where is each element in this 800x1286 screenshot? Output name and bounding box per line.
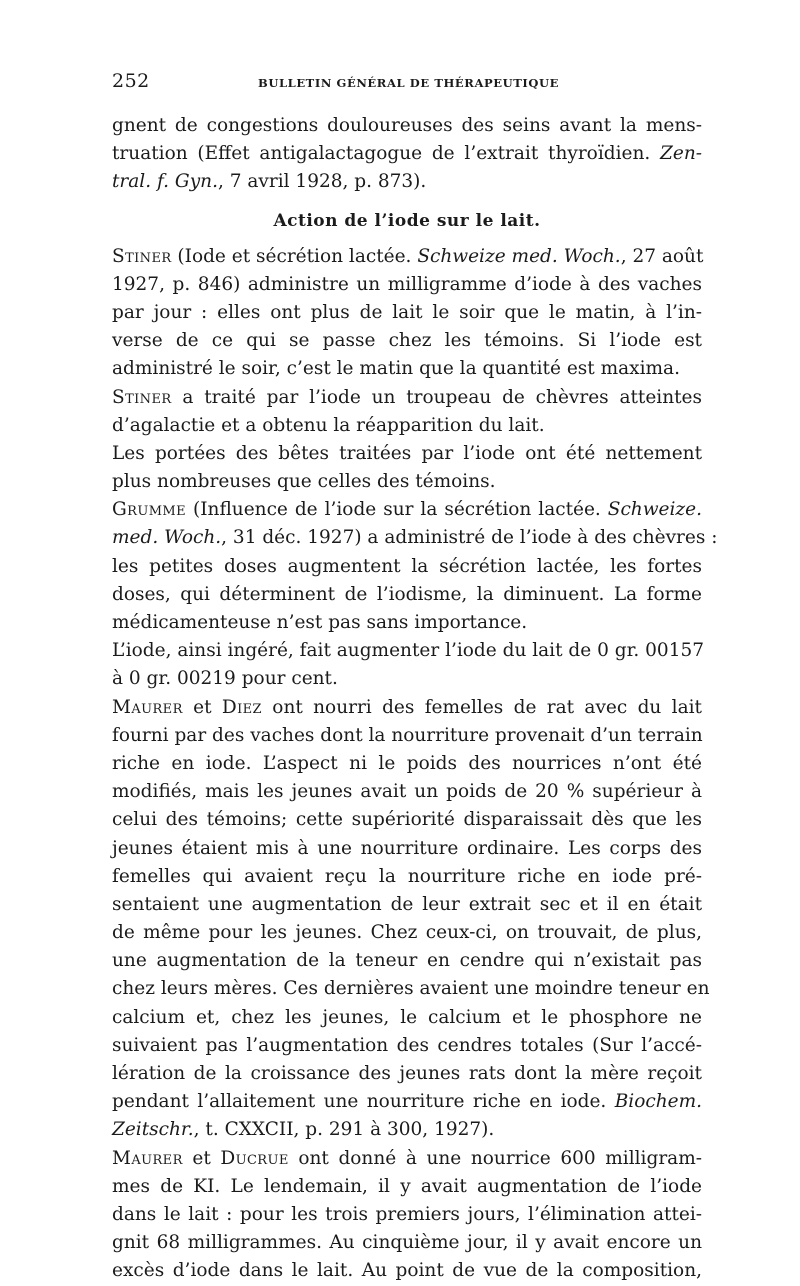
text-line [112, 1004, 702, 1032]
text-line [112, 112, 702, 140]
author-name: Maurer [112, 696, 183, 718]
text-run: les petites doses augmentent la sécrétion lactée, les fortes [112, 555, 702, 577]
text-line [112, 1060, 702, 1088]
text-line [112, 863, 702, 891]
text-line [112, 243, 702, 271]
text-line [112, 750, 702, 778]
body-text [112, 243, 718, 1286]
text-run: doses, qui déterminent de l’iodisme, la diminuent. La forme [112, 583, 702, 605]
text-line [112, 440, 702, 468]
text-run: truation (Effet antigalactagogue de l’extrait thyroïdien. [112, 143, 661, 165]
text-run: de même pour les jeunes. Chez ceux-ci, on trouvait, de plus, [112, 922, 702, 944]
text-line [112, 355, 702, 383]
text-line [112, 1229, 702, 1257]
text-line [112, 1173, 702, 1201]
text-run: Les portées des bêtes traitées par l’iode ont été nettement [112, 442, 702, 464]
text-line [112, 271, 702, 299]
author-name: Maurer [112, 1147, 183, 1169]
section-heading: Action de l’iode sur le lait. [273, 210, 541, 231]
text-run: pendant l’allaitement une nourriture riche en iode. [112, 1091, 615, 1113]
text-line [112, 1116, 702, 1144]
text-run: jeunes étaient mis à une nourriture ordinaire. Les corps des [112, 837, 702, 859]
text-run: calcium et, chez les jeunes, le calcium et le phosphore ne [112, 1006, 702, 1028]
page-header [112, 70, 702, 96]
text-line [112, 1201, 702, 1229]
text-run: et [182, 696, 222, 718]
text-run: a traité par l’iode un troupeau de chèvres atteintes [171, 386, 702, 408]
text-line [112, 524, 718, 552]
text-run: médicamenteuse n’est pas sans importance. [112, 612, 528, 633]
text-run: (Influence de l’iode sur la sécrétion lactée. [186, 499, 608, 521]
text-line [112, 806, 702, 834]
text-run: verse de ce qui se passe chez les témoins. Si l’iode est [112, 330, 702, 352]
text-line [112, 637, 702, 665]
text-run: par jour : elles ont plus de lait le soir que le matin, à l’in- [112, 301, 702, 323]
author-name: Stiner [112, 386, 172, 408]
text-line [112, 835, 702, 863]
page-number: 252 [112, 70, 150, 92]
text-line [112, 412, 702, 440]
text-run: 1927, p. 846) administre un milligramme d’iode à des vaches [112, 273, 702, 295]
text-line [112, 1257, 702, 1285]
running-title: BULLETIN GÉNÉRAL DE THÉRAPEUTIQUE [258, 76, 559, 90]
text-run: modifiés, mais les jeunes avait un poids de 20 % supérieur à [112, 781, 702, 803]
citation-italic: med. Woch. [112, 527, 222, 549]
text-line [112, 919, 702, 947]
citation-italic: tral. f. Gyn. [112, 171, 218, 193]
text-line [112, 1088, 702, 1116]
text-line [112, 609, 702, 637]
text-line [112, 168, 702, 196]
text-run: dans le lait : pour les trois premiers jours, l’élimination attei- [112, 1203, 702, 1225]
text-line [112, 327, 702, 355]
text-run: , 31 déc. 1927) a administré de l’iode à des chèvres : [221, 527, 718, 549]
text-line [112, 975, 710, 1003]
text-line [112, 722, 702, 750]
text-run: lération de la croissance des jeunes rats dont la mère reçoit [112, 1063, 702, 1084]
text-run: plus nombreuses que celles des témoins. [112, 471, 496, 493]
text-run: sentaient une augmentation de leur extrait sec et il en était [112, 893, 702, 915]
citation-italic: Zeitschr. [112, 1119, 194, 1141]
text-line [112, 891, 702, 919]
text-run: suivaient pas l’augmentation des cendres totales (Sur l’accé- [112, 1034, 702, 1056]
text-run: administré le soir, c’est le matin que la quantité est maxima. [112, 358, 680, 380]
author-name: Stiner [112, 245, 172, 267]
text-line [112, 581, 702, 609]
text-line [112, 1032, 702, 1060]
text-line [112, 553, 702, 581]
text-line [112, 694, 702, 722]
citation-italic: Biochem. [614, 1091, 702, 1113]
text-run: à 0 gr. 00219 pour cent. [112, 668, 338, 690]
text-run: (Iode et sécrétion lactée. [171, 245, 418, 267]
citation-italic: Schweize. [607, 499, 702, 521]
text-line [112, 384, 702, 412]
text-line [112, 468, 702, 496]
text-run: gnit 68 milligrammes. Au cinquième jour, il y avait encore un [112, 1232, 702, 1254]
text-line [112, 665, 702, 693]
text-line [112, 299, 702, 327]
text-run: une augmentation de la teneur en cendre qui n’existait pas [112, 950, 702, 972]
text-run: excès d’iode dans le lait. Au point de vue de la composition, [112, 1260, 702, 1282]
text-run: , t. CXXCII, p. 291 à 300, 1927). [193, 1119, 495, 1141]
text-line [112, 947, 702, 975]
author-name: Diez [221, 696, 262, 718]
text-run: mes de KI. Le lendemain, il y avait augmentation de l’iode [112, 1175, 702, 1197]
author-name: Grumme [112, 499, 187, 521]
text-run: gnent de congestions douloureuses des seins avant la mens- [112, 115, 702, 136]
text-run: ont nourri des femelles de rat avec du lait [261, 696, 702, 718]
text-line [112, 496, 702, 524]
text-run: fourni par des vaches dont la nourriture provenait d’un terrain [112, 724, 703, 746]
text-run: riche en iode. L’aspect ni le poids des nourrices n’ont été [112, 752, 702, 774]
text-run: , 27 août [620, 245, 704, 267]
text-run: chez leurs mères. Ces dernières avaient une moindre teneur en [112, 978, 710, 1000]
text-run: celui des témoins; cette supériorité disparaissait dès que les [112, 809, 702, 831]
text-line [112, 778, 702, 806]
text-run: femelles qui avaient reçu la nourriture riche en iode pré- [112, 865, 702, 887]
document-page [112, 70, 718, 1286]
author-name: Ducrue [220, 1147, 289, 1169]
citation-italic: Zen- [660, 143, 702, 165]
text-run: et [182, 1147, 221, 1169]
text-run: d’agalactie et a obtenu la réapparition du lait. [112, 414, 545, 436]
text-run: , 7 avril 1928, p. 873). [217, 171, 427, 193]
text-line [112, 1145, 702, 1173]
text-run: L’iode, ainsi ingéré, fait augmenter l’iode du lait de 0 gr. 00157 [112, 640, 704, 662]
citation-italic: Schweize med. Woch. [417, 245, 621, 267]
intro-paragraph [112, 112, 702, 197]
text-line [112, 140, 702, 168]
text-run: ont donné à une nourrice 600 milligram- [288, 1147, 702, 1169]
